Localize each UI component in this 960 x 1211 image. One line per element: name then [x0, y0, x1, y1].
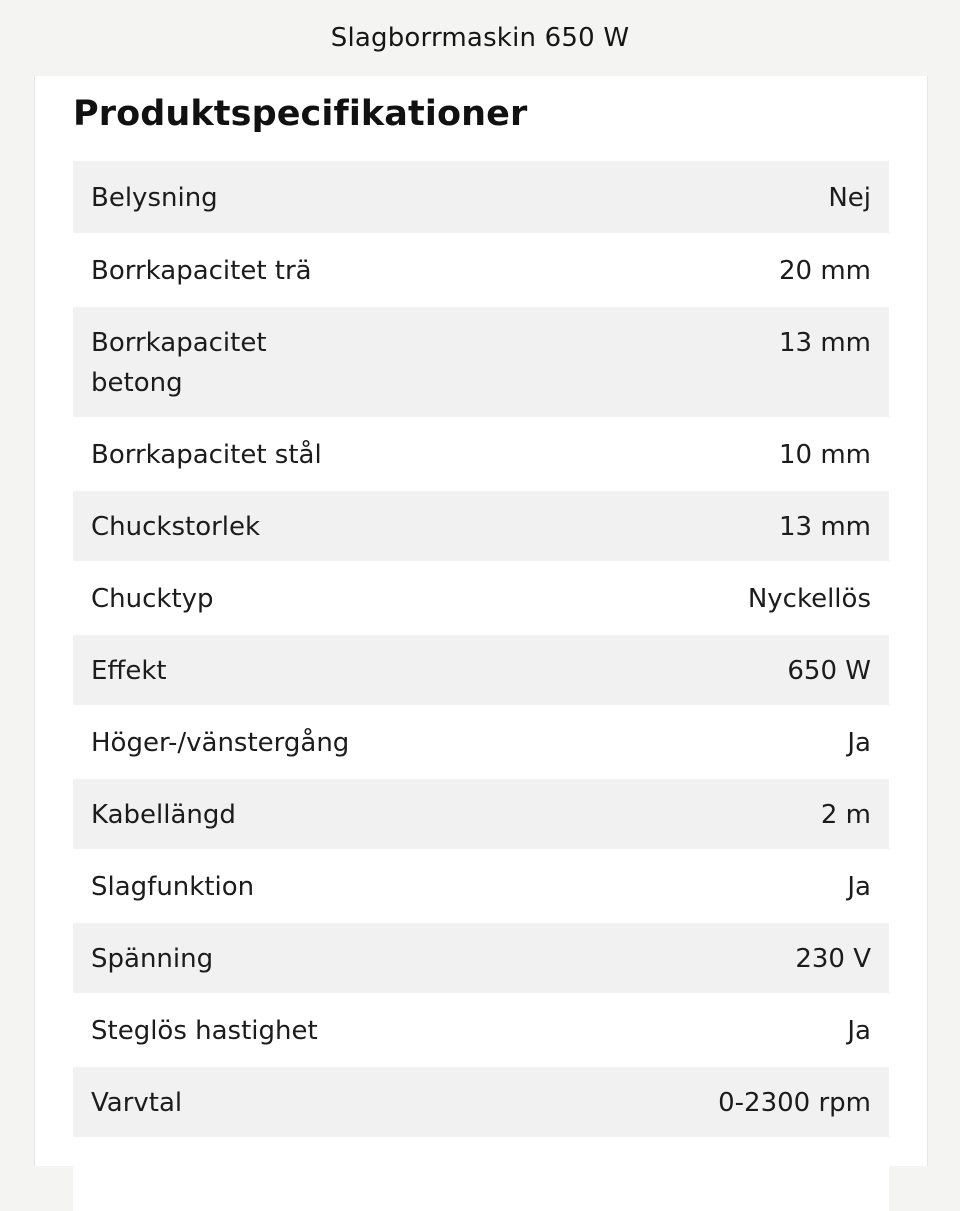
spec-row: [73, 563, 889, 635]
spec-row: [73, 851, 889, 923]
spec-value: 13 mm: [778, 512, 871, 542]
spec-value: 0-2300 rpm: [718, 1088, 871, 1118]
spec-label: Varvtal: [91, 1088, 183, 1118]
spec-label: Slagfunktion: [91, 872, 255, 902]
spec-row: [73, 635, 889, 707]
spec-value: Ja: [847, 728, 871, 758]
spec-card: [34, 76, 928, 1166]
spec-label: Chucktyp: [91, 584, 214, 614]
spec-value: 10 mm: [778, 440, 871, 470]
spec-row: [73, 491, 889, 563]
spec-row: [73, 161, 889, 235]
spec-table: [73, 161, 889, 1211]
spec-row: [73, 307, 889, 419]
spec-label: Borrkapacitet stål: [91, 440, 322, 470]
spec-row: [73, 995, 889, 1067]
spec-label: Belysning: [91, 183, 218, 213]
spec-label: Effekt: [91, 656, 167, 686]
spec-value: 650 W: [787, 656, 871, 686]
spec-value: Ja: [847, 872, 871, 902]
spec-label: Borrkapacitet trä: [91, 256, 312, 286]
spec-row: [73, 779, 889, 851]
spec-value: 230 V: [795, 944, 871, 974]
spec-label: Borrkapacitet betong: [91, 328, 267, 398]
spec-label: Steglös hastighet: [91, 1016, 318, 1046]
spec-row: [73, 923, 889, 995]
spec-value: 20 mm: [778, 256, 871, 286]
spec-value: Nej: [828, 183, 871, 213]
top-bar: [0, 0, 960, 76]
spec-row: [73, 707, 889, 779]
spec-label: Kabellängd: [91, 800, 236, 830]
spec-row: [73, 1067, 889, 1139]
spec-label: Höger-/vänstergång: [91, 728, 350, 758]
spec-value: 13 mm: [778, 328, 871, 358]
spec-value: Nyckellös: [747, 584, 871, 614]
spec-row: [73, 235, 889, 307]
spec-label: Spänning: [91, 944, 214, 974]
spec-label: Chuckstorlek: [91, 512, 261, 542]
section-title: Produktspecifikationer: [73, 94, 528, 134]
product-title: Slagborrmaskin 650 W: [330, 23, 630, 53]
spec-value: Ja: [847, 1016, 871, 1046]
spec-row: [73, 419, 889, 491]
spec-value: 2 m: [820, 800, 871, 830]
